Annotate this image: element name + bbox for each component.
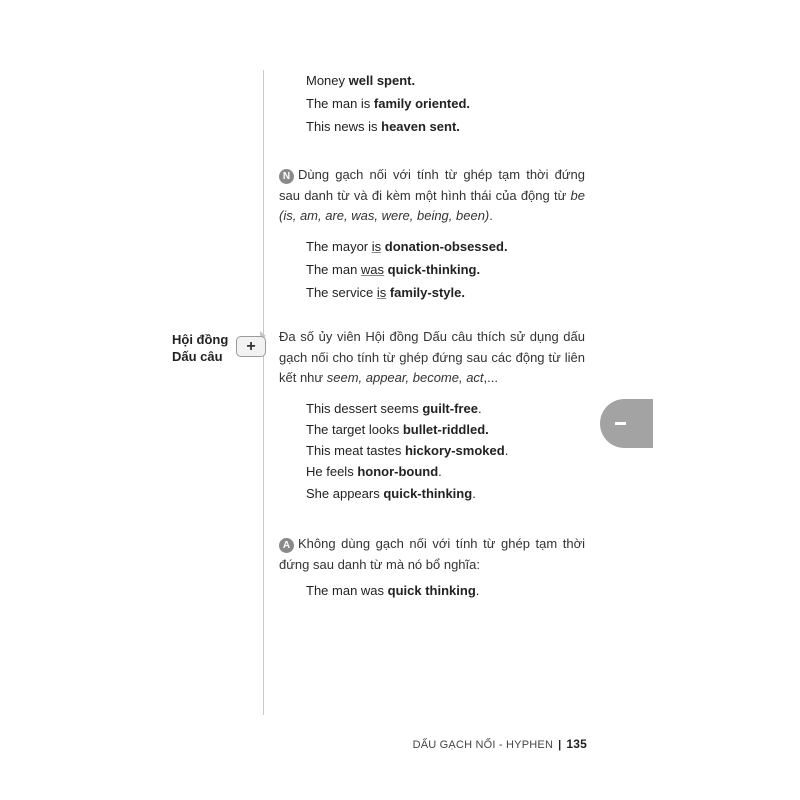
example-bold: guilt-free xyxy=(422,401,478,416)
plus-icon: + xyxy=(236,336,266,357)
example-bold: family oriented. xyxy=(373,96,470,111)
rule-paragraph-a xyxy=(279,534,585,575)
example-text: She appears xyxy=(306,486,384,501)
example-text: This dessert seems xyxy=(306,401,423,416)
example-text: The man is xyxy=(306,96,374,111)
footer-separator: | xyxy=(558,739,562,751)
rule-italic: be (is, am, are, was, were, being, been) xyxy=(279,187,585,223)
example-post: . xyxy=(475,583,480,598)
example-line xyxy=(306,261,480,278)
dash-icon xyxy=(615,422,626,425)
example-bold: quick-thinking xyxy=(383,486,473,501)
rule-italic: seem, appear, become, act xyxy=(326,370,484,385)
rule-text: Không dùng gạch nối với tính từ ghép tạm thời đứng sau danh từ mà nó bổ nghĩa: xyxy=(279,536,585,572)
example-text: This meat tastes xyxy=(306,443,405,458)
example-bold: bullet-riddled. xyxy=(402,422,489,437)
side-note-label xyxy=(172,331,234,365)
example-line xyxy=(306,485,476,502)
example-line xyxy=(306,421,489,438)
example-bold: hickory-smoked xyxy=(404,443,505,458)
rule-end: . xyxy=(489,208,493,223)
example-bold: quick-thinking. xyxy=(387,262,481,277)
example-line xyxy=(306,238,508,255)
example-bold: honor-bound xyxy=(357,464,439,479)
example-text: This news is xyxy=(306,119,382,134)
example-post: . xyxy=(504,443,509,458)
rule-paragraph-n xyxy=(279,165,585,227)
example-post: . xyxy=(477,401,482,416)
rule-text: Đa số ủy viên Hội đồng Dấu câu thích sử dụng dấu gạch nối cho tính từ ghép đứng sau các động từ liên kết như xyxy=(279,329,585,385)
example-text: The target looks xyxy=(306,422,403,437)
rule-text: Dùng gạch nối với tính từ ghép tạm thời đứng sau danh từ và đi kèm một hình thái của động từ xyxy=(279,167,585,203)
example-text: He feels xyxy=(306,464,358,479)
example-text: The service xyxy=(306,285,377,300)
rule-end: ,... xyxy=(483,370,498,385)
example-post: . xyxy=(438,464,442,479)
example-line xyxy=(306,442,508,459)
example-line xyxy=(306,72,415,89)
example-bold: quick thinking xyxy=(387,583,476,598)
page-footer xyxy=(413,737,587,751)
example-text: The man xyxy=(306,262,361,277)
example-text: The man was xyxy=(306,583,388,598)
example-line xyxy=(306,284,465,301)
footer-section-title: DẤU GẠCH NỐI - HYPHEN xyxy=(412,739,554,751)
example-line xyxy=(306,463,442,480)
example-line xyxy=(306,118,460,135)
example-bold: well spent. xyxy=(348,73,416,88)
example-text: The mayor xyxy=(306,239,372,254)
example-verb: is xyxy=(376,285,387,300)
example-text: Money xyxy=(306,73,349,88)
page-number: 135 xyxy=(566,737,587,751)
example-bold: family-style. xyxy=(389,285,465,300)
example-line xyxy=(306,582,479,599)
example-verb: is xyxy=(371,239,382,254)
example-line xyxy=(306,400,482,417)
example-bold: donation-obsessed. xyxy=(384,239,508,254)
side-note-line2: Dấu câu xyxy=(172,349,223,364)
margin-rule xyxy=(263,70,264,715)
example-bold: heaven sent. xyxy=(381,119,460,134)
chapter-tab xyxy=(600,399,653,448)
example-post: . xyxy=(472,486,476,501)
council-paragraph xyxy=(279,327,585,389)
example-verb: was xyxy=(360,262,385,277)
badge-n-icon: N xyxy=(279,169,294,184)
example-line xyxy=(306,95,470,112)
side-note-line1: Hội đồng xyxy=(172,332,229,347)
badge-a-icon: A xyxy=(279,538,294,553)
